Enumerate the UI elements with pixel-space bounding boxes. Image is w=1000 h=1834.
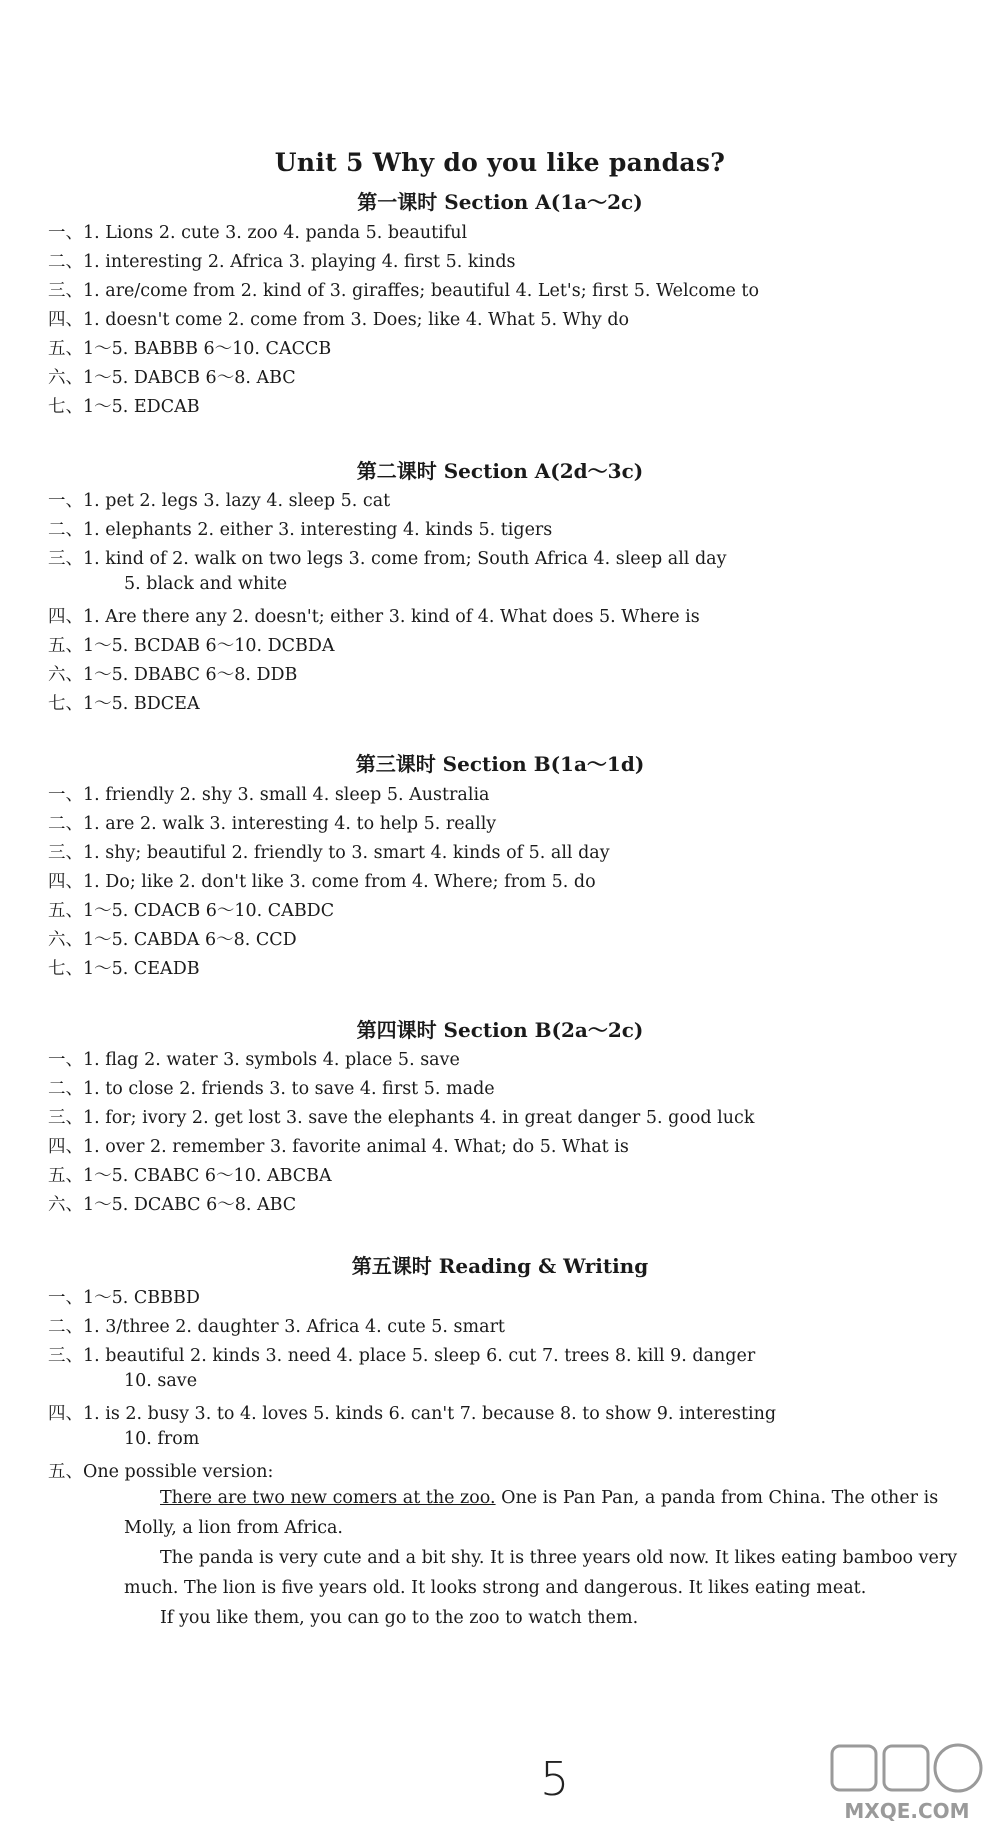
answer-line: 三、1. kind of 2. walk on two legs 3. come from; South Africa 4. sleep all day bbox=[48, 549, 727, 569]
watermark-logo bbox=[822, 1738, 992, 1828]
answer-line: 五、One possible version: bbox=[48, 1462, 274, 1482]
answer-line: 二、1. interesting 2. Africa 3. playing 4. first 5. kinds bbox=[48, 252, 516, 272]
essay-line: much. The lion is five years old. It looks strong and dangerous. It likes eating meat. bbox=[124, 1578, 867, 1598]
answer-line: 六、1～5. DABCB 6～8. ABC bbox=[48, 368, 296, 388]
answer-line: 五、1～5. CBABC 6～10. ABCBA bbox=[48, 1166, 332, 1186]
answer-line: 一、1. pet 2. legs 3. lazy 4. sleep 5. cat bbox=[48, 491, 391, 511]
answer-line: 六、1～5. CABDA 6～8. CCD bbox=[48, 930, 297, 950]
essay-underlined-sentence: There are two new comers at the zoo. bbox=[160, 1488, 496, 1508]
answer-line: 四、1. Do; like 2. don't like 3. come from 4. Where; from 5. do bbox=[48, 872, 596, 892]
answer-line: 七、1～5. BDCEA bbox=[48, 694, 200, 714]
answer-line: 二、1. to close 2. friends 3. to save 4. first 5. made bbox=[48, 1079, 495, 1099]
answer-line: 二、1. 3/three 2. daughter 3. Africa 4. cute 5. smart bbox=[48, 1317, 505, 1337]
essay-line: If you like them, you can go to the zoo to watch them. bbox=[160, 1608, 639, 1628]
answer-line: 5. black and white bbox=[124, 574, 288, 594]
answer-line: 四、1. doesn't come 2. come from 3. Does; like 4. What 5. Why do bbox=[48, 310, 630, 330]
answer-line: 三、1. are/come from 2. kind of 3. giraffes; beautiful 4. Let's; first 5. Welcome to bbox=[48, 281, 759, 301]
answer-line: 一、1. Lions 2. cute 3. zoo 4. panda 5. beautiful bbox=[48, 223, 468, 243]
answer-line: 七、1～5. EDCAB bbox=[48, 397, 200, 417]
section-2-title: 第二课时 Section A(2d～3c) bbox=[356, 459, 644, 483]
answer-line: 六、1～5. DCABC 6～8. ABC bbox=[48, 1195, 297, 1215]
answer-line: 六、1～5. DBABC 6～8. DDB bbox=[48, 665, 298, 685]
essay-text: One is Pan Pan, a panda from China. The other is bbox=[495, 1488, 939, 1508]
answer-line: 一、1～5. CBBBD bbox=[48, 1288, 200, 1308]
section-4-title: 第四课时 Section B(2a～2c) bbox=[356, 1018, 644, 1042]
watermark-logo-icon bbox=[822, 1738, 992, 1828]
answer-line: 七、1～5. CEADB bbox=[48, 959, 200, 979]
answer-line: 三、1. for; ivory 2. get lost 3. save the elephants 4. in great danger 5. good luck bbox=[48, 1108, 755, 1128]
answer-line: 四、1. Are there any 2. doesn't; either 3. kind of 4. What does 5. Where is bbox=[48, 607, 700, 627]
answer-line: 一、1. friendly 2. shy 3. small 4. sleep 5. Australia bbox=[48, 785, 490, 805]
answer-line: 二、1. elephants 2. either 3. interesting 4. kinds 5. tigers bbox=[48, 520, 553, 540]
answer-line: 四、1. over 2. remember 3. favorite animal 4. What; do 5. What is bbox=[48, 1137, 629, 1157]
answer-line: 四、1. is 2. busy 3. to 4. loves 5. kinds 6. can't 7. because 8. to show 9. interesting bbox=[48, 1404, 777, 1424]
essay-line bbox=[160, 1488, 938, 1508]
answer-line: 五、1～5. BCDAB 6～10. DCBDA bbox=[48, 636, 335, 656]
answer-line: 10. save bbox=[124, 1371, 198, 1391]
section-3-title: 第三课时 Section B(1a～1d) bbox=[355, 752, 645, 776]
answer-line: 三、1. shy; beautiful 2. friendly to 3. smart 4. kinds of 5. all day bbox=[48, 843, 610, 863]
answer-line: 一、1. flag 2. water 3. symbols 4. place 5. save bbox=[48, 1050, 460, 1070]
essay-line: Molly, a lion from Africa. bbox=[124, 1518, 343, 1538]
essay-line: The panda is very cute and a bit shy. It is three years old now. It likes eating bamboo very bbox=[160, 1548, 958, 1568]
answer-line: 五、1～5. BABBB 6～10. CACCB bbox=[48, 339, 332, 359]
answer-line: 二、1. are 2. walk 3. interesting 4. to help 5. really bbox=[48, 814, 497, 834]
unit-title: Unit 5 Why do you like pandas? bbox=[274, 148, 726, 177]
answer-line: 五、1～5. CDACB 6～10. CABDC bbox=[48, 901, 335, 921]
section-5-title: 第五课时 Reading & Writing bbox=[351, 1254, 649, 1278]
answer-line: 三、1. beautiful 2. kinds 3. need 4. place 5. sleep 6. cut 7. trees 8. kill 9. danger bbox=[48, 1346, 756, 1366]
answer-line: 10. from bbox=[124, 1429, 200, 1449]
page-number: 5 bbox=[540, 1752, 570, 1806]
section-1-title: 第一课时 Section A(1a～2c) bbox=[357, 190, 643, 214]
svg-text:MXQE.COM: MXQE.COM bbox=[844, 1799, 970, 1823]
